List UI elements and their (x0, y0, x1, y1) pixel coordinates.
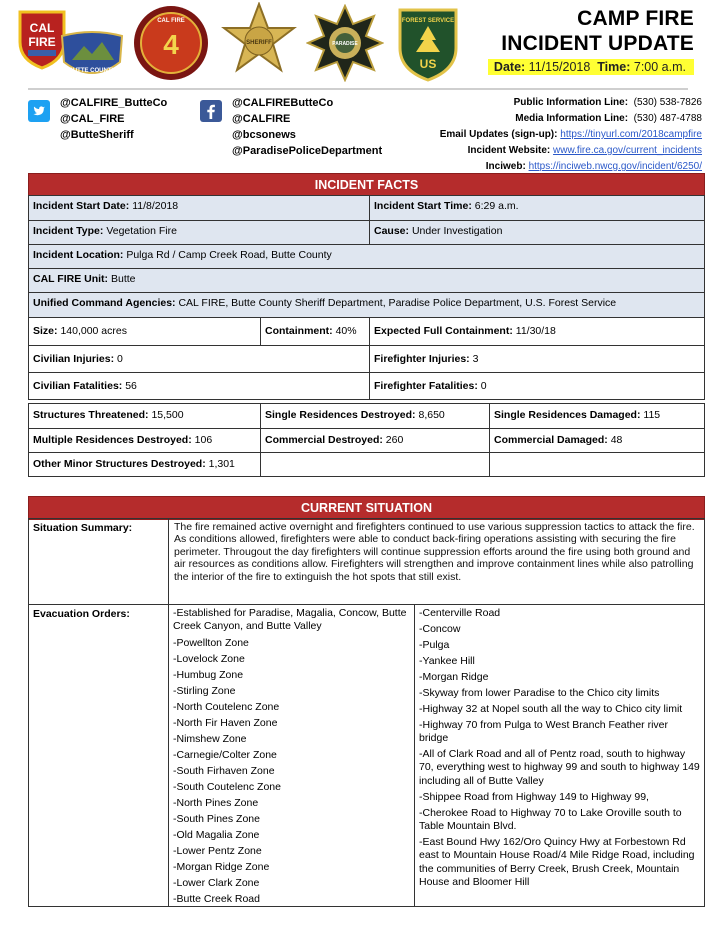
incident-website-link[interactable]: www.fire.ca.gov/current_incidents (553, 145, 702, 156)
butte-county-logo-text: BUTTE COUNTY (68, 68, 116, 74)
facebook-handles (232, 95, 382, 159)
evacuation-item: -Highway 70 from Pulga to West Branch Feather river bridge (419, 718, 668, 745)
email-updates-link[interactable]: https://tinyurl.com/2018campfire (560, 129, 702, 140)
evacuation-item: -Carnegie/Colter Zone (173, 749, 277, 761)
evacuation-item: -Cherokee Road to Highway 70 to Lake Oroville south to Table Mountain Blvd. (419, 806, 682, 833)
facebook-handle[interactable]: @CALFIRE (232, 113, 291, 125)
forest-service-logo-us: US (419, 57, 437, 71)
structures-threatened-cell: Structures Threatened: 15,500 (33, 409, 184, 421)
evacuation-list-right (415, 605, 704, 906)
sheriff-badge-text: SHERIFF (246, 40, 272, 46)
single-damaged-cell: Single Residences Damaged: 115 (489, 404, 704, 428)
paradise-police-logo (306, 4, 384, 82)
page-header (0, 0, 716, 88)
incident-facts-header: INCIDENT FACTS (28, 173, 705, 197)
current-situation-table (28, 518, 705, 907)
evacuation-item: -Yankee Hill (419, 654, 475, 667)
empty-cell (260, 453, 489, 476)
evacuation-list-left (169, 605, 415, 906)
date-time-strip (488, 59, 694, 75)
table-row (29, 292, 704, 317)
table-row (29, 372, 704, 399)
public-info-line: Public Information Line: (530) 538-7826 (513, 97, 702, 108)
commercial-destroyed-cell: Commercial Destroyed: 260 (260, 429, 489, 452)
evacuation-item: -North Pines Zone (173, 797, 259, 809)
evacuation-item: -Stirling Zone (173, 685, 236, 697)
table-row (29, 452, 704, 476)
table-row (29, 404, 704, 428)
evacuation-item: -South Coutelenc Zone (173, 781, 281, 793)
situation-summary-row (29, 518, 704, 604)
evacuation-item: -Lower Pentz Zone (173, 845, 262, 857)
evacuation-orders-lists (169, 605, 704, 906)
sheriff-badge-logo (220, 2, 298, 82)
start-date-cell: Incident Start Date: 11/8/2018 (33, 200, 179, 212)
table-row (29, 345, 704, 372)
table-row (29, 317, 704, 345)
table-row (29, 195, 704, 220)
evacuation-orders-row (29, 604, 704, 906)
butte-county-logo (58, 30, 126, 80)
evacuation-item: -Powellton Zone (173, 637, 249, 649)
evacuation-item: -North Fir Haven Zone (173, 717, 278, 729)
single-destroyed-cell: Single Residences Destroyed: 8,650 (260, 404, 489, 428)
date-label: Date: (493, 60, 526, 74)
table-row (29, 268, 704, 292)
incident-facts-table (28, 195, 705, 400)
info-lines (440, 95, 702, 175)
facebook-icon (200, 100, 222, 122)
imt-4-logo (132, 4, 210, 82)
unit-cell: CAL FIRE Unit: Butte (33, 273, 136, 285)
civilian-fatalities-cell: Civilian Fatalities: 56 (33, 380, 137, 392)
evacuation-item: -South Firhaven Zone (173, 765, 275, 777)
evacuation-item: -Humbug Zone (173, 669, 244, 681)
media-info-line: Media Information Line: (530) 487-4788 (515, 113, 702, 124)
firefighter-fatalities-cell: Firefighter Fatalities: 0 (369, 373, 704, 399)
imt-4-logo-text: CAL FIRE (157, 18, 185, 24)
facebook-handle[interactable]: @bcsonews (232, 129, 296, 141)
evacuation-item: -Pulga (419, 638, 450, 651)
size-cell: Size: 140,000 acres (33, 325, 127, 337)
forest-service-logo (394, 6, 462, 82)
forest-service-logo-text: FOREST SERVICE (401, 18, 455, 24)
containment-cell: Containment: 40% (260, 318, 369, 345)
time-label: Time: (597, 60, 631, 74)
evacuation-item: -Highway 32 at Nopel south all the way to Chico city limit (419, 702, 683, 715)
evacuation-item: -Concow (419, 622, 461, 635)
evacuation-item: -Lower Clark Zone (173, 877, 260, 889)
cal-fire-logo-text1: CAL (29, 21, 55, 35)
evacuation-item: -Nimshew Zone (173, 733, 247, 745)
facebook-handle[interactable]: @CALFIREButteCo (232, 97, 334, 109)
firefighter-injuries-cell: Firefighter Injuries: 3 (369, 346, 704, 372)
title-camp-fire: CAMP FIRE (577, 7, 694, 30)
other-destroyed-cell: Other Minor Structures Destroyed: 1,301 (33, 458, 235, 470)
civilian-injuries-cell: Civilian Injuries: 0 (33, 353, 123, 365)
header-divider (28, 88, 688, 90)
twitter-handles (60, 95, 167, 143)
twitter-handle[interactable]: @CAL_FIRE (60, 113, 125, 125)
evacuation-item: -Old Magalia Zone (173, 829, 260, 841)
evacuation-item: -Butte Creek Road (173, 893, 260, 905)
table-row (29, 220, 704, 244)
evacuation-item: -North Coutelenc Zone (173, 701, 280, 713)
paradise-police-text: PARADISE (332, 41, 358, 47)
title-incident-update: INCIDENT UPDATE (501, 32, 694, 55)
title-block (488, 6, 694, 75)
start-time-cell: Incident Start Time: 6:29 a.m. (369, 196, 704, 220)
evacuation-item: -Morgan Ridge Zone (173, 861, 270, 873)
evacuation-item: -All of Clark Road and all of Pentz road, south to highway 70, everything west to highway 99 and south to highway 149 including all of Butte Valley (419, 748, 700, 787)
location-cell: Incident Location: Pulga Rd / Camp Creek Road, Butte County (33, 249, 332, 261)
imt-4-logo-number: 4 (163, 29, 179, 60)
evacuation-item: -Morgan Ridge (419, 670, 489, 683)
cause-cell: Cause: Under Investigation (369, 221, 704, 244)
empty-cell (489, 453, 704, 476)
time-value: 7:00 a.m. (633, 60, 686, 74)
email-updates-line: Email Updates (sign-up): https://tinyurl.com/2018campfire (439, 129, 702, 140)
evacuation-item: -East Bound Hwy 162/Oro Quincy Hwy at Forbestown Rd east to Mountain House Road/4 Mile Ridge Road, including the communities of Berry Creek, Brush Creek, Mountain House and Bloomer Hill (419, 836, 695, 888)
evacuation-item: -South Pines Zone (173, 813, 260, 825)
evacuation-item: -Shippee Road from Highway 149 to Highway 99, (419, 790, 649, 803)
type-cell: Incident Type: Vegetation Fire (33, 225, 177, 237)
incident-website-line: Incident Website: www.fire.ca.gov/current_incidents (467, 145, 702, 156)
facebook-handle[interactable]: @ParadisePoliceDepartment (232, 145, 383, 157)
commercial-damaged-cell: Commercial Damaged: 48 (489, 429, 704, 452)
table-row (29, 244, 704, 268)
inciweb-line: Inciweb: https://inciweb.nwcg.gov/incident/6250/ (485, 161, 702, 172)
evacuation-item: -Established for Paradise, Magalia, Concow, Butte Creek Canyon, and Butte Valley (173, 607, 407, 632)
current-situation-header: CURRENT SITUATION (28, 496, 705, 520)
evacuation-orders-label: Evacuation Orders: (29, 605, 169, 906)
evacuation-item: -Lovelock Zone (173, 653, 245, 665)
multiple-destroyed-cell: Multiple Residences Destroyed: 106 (33, 434, 213, 446)
table-row (29, 428, 704, 452)
situation-summary-text: The fire remained active overnight and firefighters continued to use various suppression tactics to attack the fire. As conditions allowed, firefighters were able to conduct back-firing operations assisting with securing the fire perimeter. Througout the day firefighters will continue suppression efforts around the fire using both ground and air resources as conditions allow. Firefighters will strengthen and improve containment lines while also patrolling the interior of the fire to extinguish the hot spots that still exist. (174, 521, 695, 583)
evacuation-item: -Centerville Road (419, 607, 501, 619)
inciweb-link[interactable]: https://inciweb.nwcg.gov/incident/6250/ (528, 161, 702, 172)
evacuation-item: -Skyway from lower Paradise to the Chico city limits (419, 686, 660, 699)
full-containment-cell: Expected Full Containment: 11/30/18 (369, 318, 704, 345)
structures-table (28, 403, 705, 477)
situation-summary-label: Situation Summary: (29, 519, 169, 604)
twitter-handle[interactable]: @ButteSheriff (60, 129, 134, 141)
cal-fire-logo-text2: FIRE (28, 35, 56, 49)
twitter-icon (28, 100, 50, 122)
twitter-handle[interactable]: @CALFIRE_ButteCo (60, 97, 168, 109)
agencies-cell: Unified Command Agencies: CAL FIRE, Butte County Sheriff Department, Paradise Police Department, U.S. Forest Service (33, 297, 617, 309)
date-value: 11/15/2018 (528, 60, 591, 74)
